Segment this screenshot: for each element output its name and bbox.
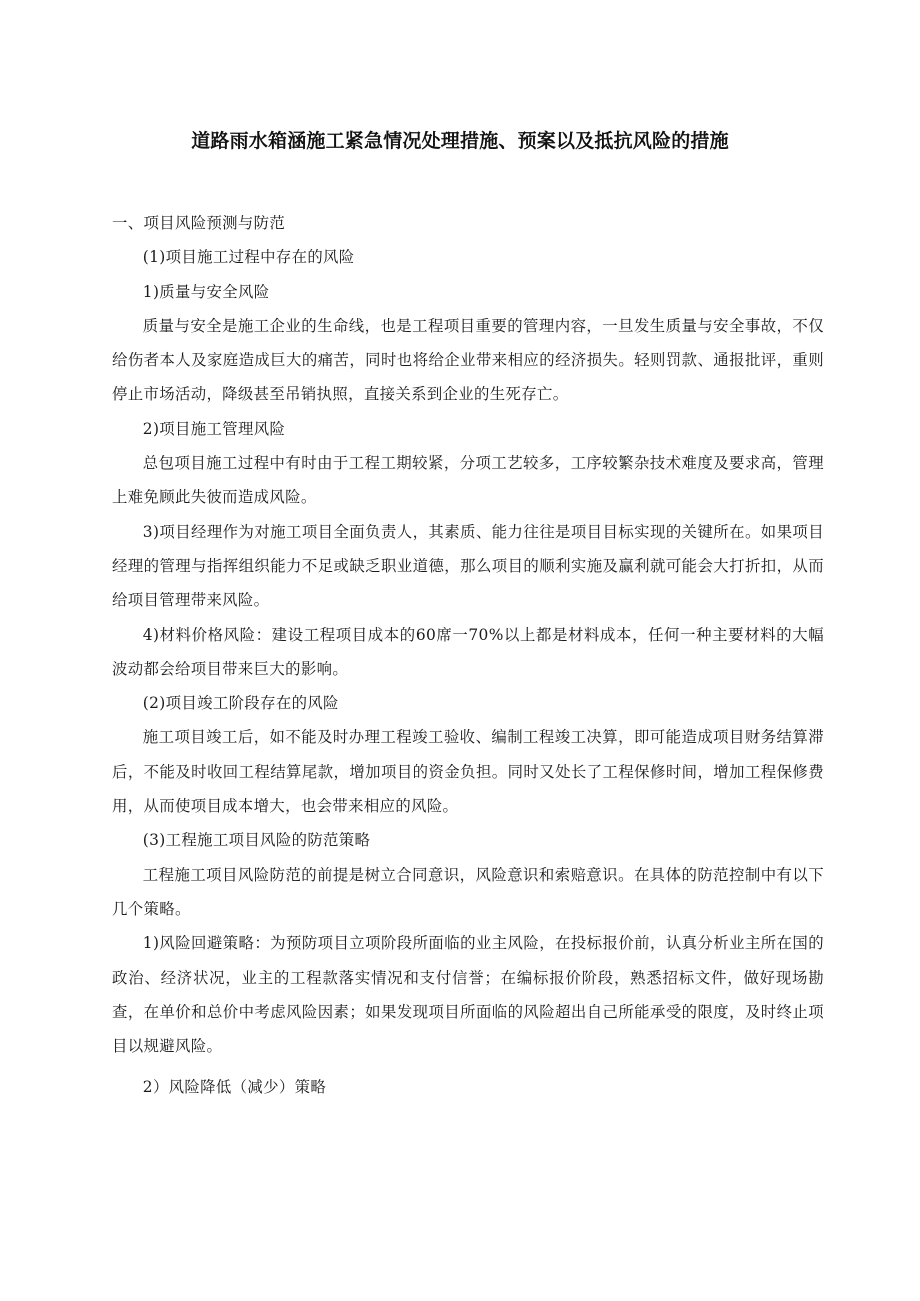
paragraph: 4)材料价格风险：建设工程项目成本的60席一70%以上都是材料成本，任何一种主要材料的大幅波动都会给项目带来巨大的影响。 <box>112 625 824 678</box>
paragraph: 施工项目竣工后，如不能及时办理工程竣工验收、编制工程竣工决算，即可能造成项目财务结算滞后，不能及时收回工程结算尾款，增加项目的资金负担。同时又处长了工程保修时间，增加工程保修费用，从而使项目成本增大，也会带来相应的风险。 <box>112 728 824 816</box>
document-body <box>112 206 824 1105</box>
subsection-heading: (3)工程施工项目风险的防范策略 <box>142 831 371 850</box>
document-title: 道路雨水箱涵施工紧急情况处理措施、预案以及抵抗风险的措施 <box>191 130 729 152</box>
paragraph: 工程施工项目风险防范的前提是树立合同意识，风险意识和索赔意识。在具体的防范控制中有以下几个策略。 <box>112 865 824 918</box>
subsection-heading: (2)项目竣工阶段存在的风险 <box>142 694 339 713</box>
paragraph: 质量与安全是施工企业的生命线，也是工程项目重要的管理内容，一旦发生质量与安全事故，不仅给伤者本人及家庭造成巨大的痛苦，同时也将给企业带来相应的经济损失。轻则罚款、通报批评，重则停止市场活动，降级甚至吊销执照，直接关系到企业的生死存亡。 <box>112 316 824 404</box>
section-heading: 一、项目风险预测与防范 <box>112 214 286 232</box>
item-heading: 2）风险降低（减少）策略 <box>142 1078 327 1097</box>
paragraph: 总包项目施工过程中有时由于工程工期较紧，分项工艺较多，工序较繁杂技术难度及要求高，管理上难免顾此失彼而造成风险。 <box>112 454 824 507</box>
paragraph: 3)项目经理作为对施工项目全面负责人，其素质、能力往往是项目目标实现的关键所在。如果项目经理的管理与指挥组织能力不足或缺乏职业道德，那么项目的顺利实施及赢利就可能会大打折扣，从而给项目管理带来风险。 <box>112 522 824 610</box>
paragraph: 1)风险回避策略：为预防项目立项阶段所面临的业主风险，在投标报价前，认真分析业主所在国的政治、经济状况，业主的工程款落实情况和支付信誉；在编标报价阶段，熟悉招标文件，做好现场勘查，在单价和总价中考虑风险因素；如果发现项目所面临的风险超出自己所能承受的限度，及时终止项目以规避风险。 <box>112 934 824 1056</box>
item-heading: 1)质量与安全风险 <box>142 282 270 301</box>
item-heading: 2)项目施工管理风险 <box>142 419 286 438</box>
subsection-heading: (1)项目施工过程中存在的风险 <box>142 248 355 267</box>
